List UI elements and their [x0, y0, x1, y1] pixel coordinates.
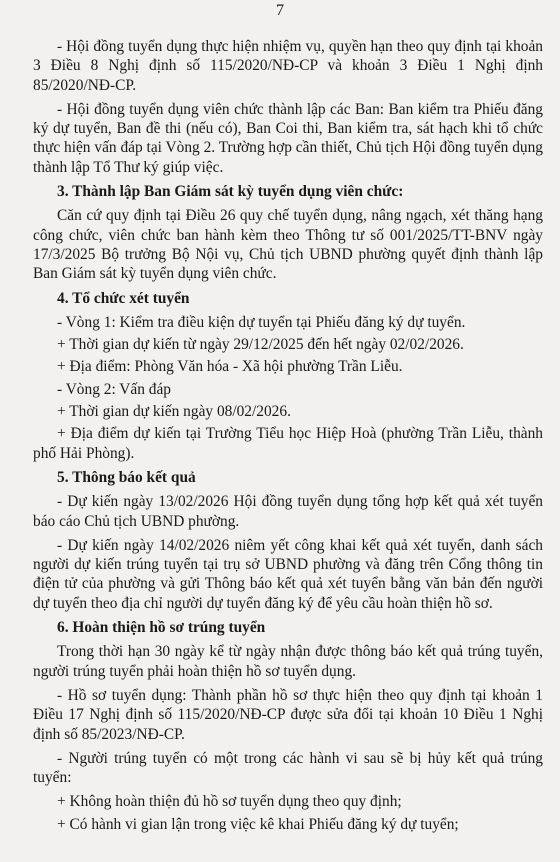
paragraph-ho-so-tuyen-dung: - Hồ sơ tuyển dụng: Thành phần hồ sơ thực hiện theo quy định tại khoản 1 Điều 17 Nghị định số 115/2020/NĐ-CP được sửa đổi tại khoản 10 Điều 1 Nghị định số 85/2023/NĐ-CP. — [33, 686, 543, 743]
heading-ban-giam-sat: 3. Thành lập Ban Giám sát kỳ tuyển dụng viên chức: — [57, 183, 404, 201]
paragraph-vong-2: - Vòng 2: Vấn đáp — [57, 380, 171, 398]
document-body — [33, 37, 543, 837]
paragraph-can-cu: Căn cứ quy định tại Điều 26 quy chế tuyển dụng, nâng ngạch, xét thăng hạng công chức, viên chức ban hành kèm theo Thông tư số 001/2025/TT-BNV ngày 17/3/2025 Bộ trưởng Bộ Nội vụ, Chủ tịch UBND phường quyết định thành lập Ban Giám sát kỳ tuyển dụng viên chức. — [33, 207, 543, 283]
paragraph-huy-ket-qua: - Người trúng tuyển có một trong các hành vi sau sẽ bị hủy kết quả trúng tuyển: — [33, 749, 543, 787]
paragraph-thoi-han: Trong thời hạn 30 ngày kể từ ngày nhận được thông báo kết quả trúng tuyển, người trúng tuyển phải hoàn thiện hồ sơ tuyển dụng. — [33, 643, 543, 680]
heading-hoan-thien-ho-so: 6. Hoàn thiện hồ sơ trúng tuyển — [57, 619, 266, 637]
paragraph-niem-yet: - Dự kiến ngày 14/02/2026 niêm yết công khai kết quả xét tuyển, danh sách người dự kiến trúng tuyển tại trụ sở UBND phường và đăng trên Cổng thông tin điện tử của phường và gửi Thông báo kết quả xét tuyển bằng văn bản đến người dự tuyển theo địa chỉ người dự tuyển đăng ký để yêu cầu hoàn thiện hồ sơ. — [33, 536, 543, 612]
page-number: 7 — [276, 2, 284, 19]
paragraph-vong-1-thoi-gian: + Thời gian dự kiến từ ngày 29/12/2025 đến hết ngày 02/02/2026. — [57, 336, 464, 354]
paragraph-cac-ban: - Hội đồng tuyển dụng viên chức thành lập các Ban: Ban kiểm tra Phiếu đăng ký dự tuyển, Ban đề thi (nếu có), Ban Coi thi, Ban kiểm tra, sát hạch khi tổ chức thực hiện vấn đáp tại Vòng 2. Trường hợp cần thiết, Chủ tịch Hội đồng tuyển dụng thành lập Tổ Thư ký giúp việc. — [33, 100, 543, 176]
paragraph-vong-1-dia-diem: + Địa điểm: Phòng Văn hóa - Xã hội phường Trần Liễu. — [57, 358, 403, 376]
heading-thong-bao-ket-qua: 5. Thông báo kết quả — [57, 468, 196, 486]
paragraph-vong-1: - Vòng 1: Kiểm tra điều kiện dự tuyển tại Phiếu đăng ký dự tuyển. — [57, 313, 466, 331]
paragraph-hoi-dong-nhiem-vu: - Hội đồng tuyển dụng thực hiện nhiệm vụ, quyền hạn theo quy định tại khoản 3 Điều 8 Nghị định số 115/2020/NĐ-CP và khoản 3 Điều 1 Nghị định 85/2020/NĐ-CP. — [33, 38, 543, 94]
heading-to-chuc-xet-tuyen: 4. Tổ chức xét tuyển — [57, 289, 190, 307]
paragraph-khong-hoan-thien: + Không hoàn thiện đủ hồ sơ tuyển dụng theo quy định; — [57, 793, 402, 811]
paragraph-vong-2-thoi-gian: + Thời gian dự kiến ngày 08/02/2026. — [57, 403, 291, 421]
paragraph-vong-2-dia-diem: + Địa điểm dự kiến tại Trường Tiểu học Hiệp Hoà (phường Trần Liễu, thành phố Hải Phòng). — [33, 425, 543, 462]
paragraph-gian-lan: + Có hành vi gian lận trong việc kê khai Phiếu đăng ký dự tuyển; — [57, 815, 459, 833]
paragraph-bao-cao: - Dự kiến ngày 13/02/2026 Hội đồng tuyển dụng tổng hợp kết quả xét tuyển báo cáo Chủ tịch UBND phường. — [33, 493, 543, 530]
